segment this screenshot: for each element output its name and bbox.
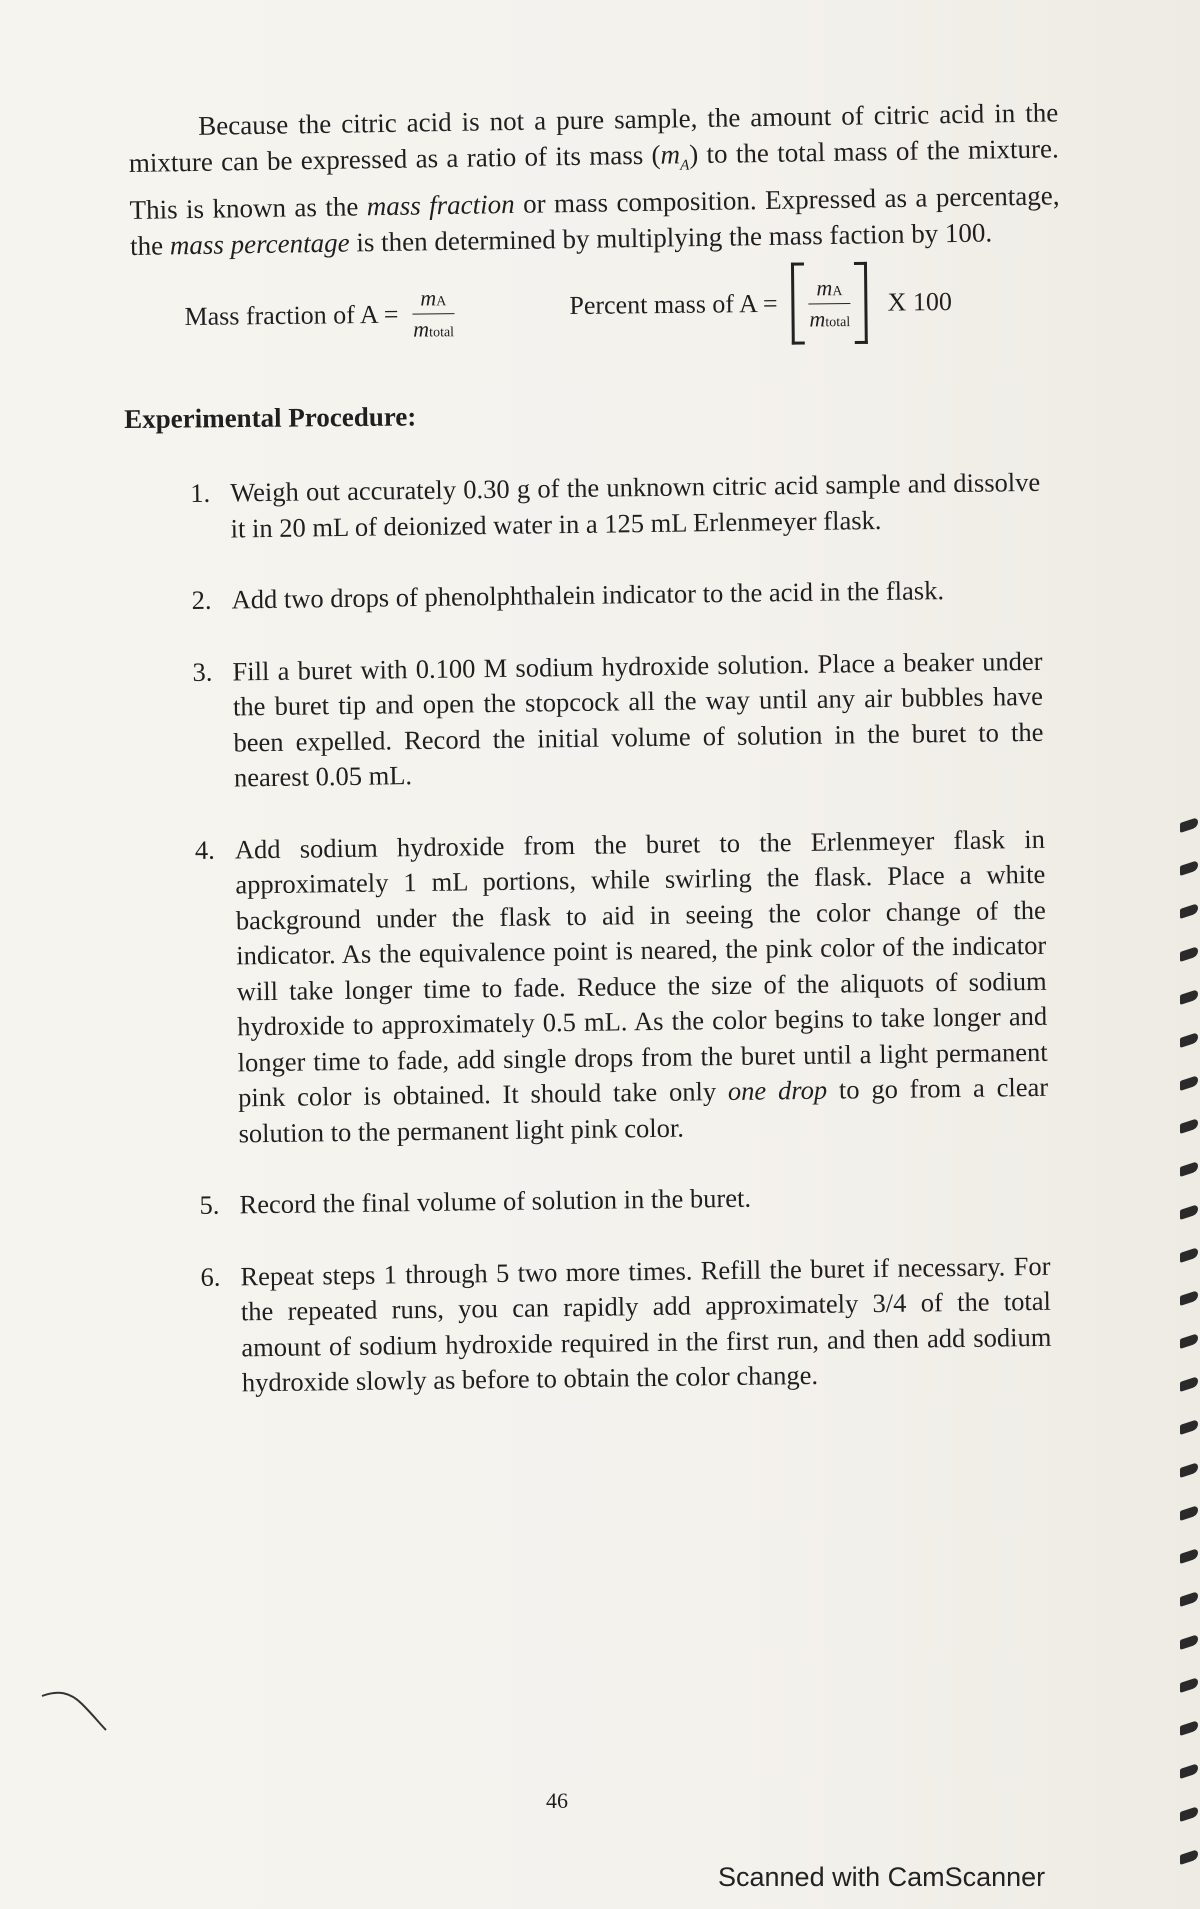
right-bracket-icon (854, 262, 868, 344)
step-number: 3. (192, 656, 213, 687)
mass-fraction-fraction (412, 285, 455, 342)
binding-ring-icon (1180, 1376, 1198, 1392)
binding-ring-icon (1180, 1591, 1198, 1607)
binding-ring-icon (1180, 946, 1198, 962)
step-number: 1. (190, 477, 211, 508)
binding-ring-icon (1180, 1161, 1198, 1177)
numerator-symbol: m (420, 285, 437, 311)
denominator-subscript: total (825, 314, 851, 330)
bracket-group (791, 263, 868, 344)
page-number: 46 (546, 1788, 568, 1813)
binding-ring-icon (1180, 1075, 1198, 1091)
binding-ring-icon (1180, 1763, 1198, 1779)
binding-ring-icon (1180, 1419, 1198, 1435)
formulas-row (184, 261, 1005, 360)
term-mass-fraction: mass fraction (366, 189, 515, 222)
procedure-step (199, 1177, 1049, 1224)
step-text: Record the final volume of solution in the buret. (239, 1182, 752, 1220)
binding-ring-icon (1180, 860, 1198, 876)
scanner-watermark: Scanned with CamScanner (718, 1862, 1046, 1892)
step-emphasis: one drop (727, 1074, 828, 1107)
binding-ring-icon (1180, 1634, 1198, 1650)
term-mass-percentage: mass percentage (169, 227, 350, 261)
binding-ring-icon (1180, 1505, 1198, 1521)
procedure-step (195, 821, 1049, 1152)
left-bracket-icon (791, 263, 805, 345)
denominator-subscript: total (429, 325, 455, 341)
binding-ring-icon (1180, 817, 1198, 833)
binding-ring-icon (1180, 1849, 1198, 1865)
step-text: Weigh out accurately 0.30 g of the unknown citric acid sample and dissolve it in 20 mL of deionized water in a 125 mL Erlenmeyer flask. (230, 466, 1041, 543)
mass-symbol: m (660, 139, 681, 170)
binding-ring-icon (1180, 1720, 1198, 1736)
denominator-symbol: m (809, 305, 826, 331)
procedure-steps (190, 465, 1053, 1438)
step-number: 2. (191, 584, 212, 615)
step-text: Fill a buret with 0.100 M sodium hydroxide solution. Place a beaker under the buret tip and open the stopcock all the way until any air bubbles have been expelled. Record the initial volume of solution in the buret to the nearest 0.05 mL. (232, 645, 1044, 793)
binding-ring-icon (1180, 1548, 1198, 1564)
binding-ring-icon (1180, 1677, 1198, 1693)
intro-text-2: ) to the total mass of the mixture. This is known as the (129, 133, 1059, 226)
binding-ring-icon (1180, 1290, 1198, 1306)
binding-ring-icon (1180, 903, 1198, 919)
numerator-subscript: A (832, 283, 843, 299)
fraction-denominator (809, 304, 850, 332)
percent-mass-fraction (808, 275, 851, 332)
numerator-subscript: A (436, 294, 447, 310)
mass-fraction-label: Mass fraction of A = (184, 299, 399, 331)
binding-ring-icon (1180, 1333, 1198, 1349)
fraction-numerator (412, 285, 454, 314)
percent-mass-label: Percent mass of A = (569, 288, 778, 320)
spiral-binding-icon (1180, 820, 1200, 1909)
percent-mass-formula (569, 262, 952, 346)
binding-ring-icon (1180, 1462, 1198, 1478)
mass-subscript: A (680, 157, 690, 174)
denominator-symbol: m (413, 316, 430, 342)
pen-stroke-icon (40, 1684, 110, 1734)
fraction-numerator (808, 275, 850, 304)
step-text-a: Add sodium hydroxide from the buret to the Erlenmeyer flask in approximately 1 mL portions, while swirling the flask. Place a white background under the flask to aid in seeing the color change of the indicator. As the equivalence point is neared, the pink color of the indicator will take longer time to fade. Reduce the size of the aliquots of sodium hydroxide to approximately 0.5 mL. As the color begins to take longer and longer time to fade, add single drops from the buret until a light permanent pink color is obtained. It should take only (234, 823, 1048, 1113)
step-text: Repeat steps 1 through 5 two more times. Refill the buret if necessary. For the repeated runs, you can rapidly add approximately 3/4 of the total amount of sodium hydroxide required in the first run, and then add sodium hydroxide slowly as before to obtain the color change. (240, 1250, 1052, 1398)
numerator-symbol: m (816, 274, 833, 300)
step-number: 6. (200, 1261, 221, 1292)
step-text-b: to go from a clear solution to the permanent light pink color. (238, 1071, 1049, 1148)
step-number: 5. (199, 1189, 220, 1220)
binding-ring-icon (1180, 989, 1198, 1005)
procedure-step (200, 1248, 1052, 1401)
procedure-step (191, 572, 1041, 619)
binding-ring-icon (1180, 1032, 1198, 1048)
intro-text-3: or mass composition. Expressed as a percentage, the (129, 180, 1060, 262)
step-number: 4. (194, 834, 215, 865)
step-text: Add two drops of phenolphthalein indicator to the acid in the flask. (231, 575, 945, 615)
fraction-denominator (413, 314, 454, 342)
procedure-step (190, 465, 1041, 547)
intro-text-4: is then determined by multiplying the mass faction by 100. (349, 217, 993, 258)
intro-paragraph (128, 94, 1060, 264)
binding-ring-icon (1180, 1118, 1198, 1134)
binding-ring-icon (1180, 1204, 1198, 1220)
binding-ring-icon (1180, 1247, 1198, 1263)
procedure-step (192, 643, 1044, 796)
binding-ring-icon (1180, 1806, 1198, 1822)
percent-multiplier: X 100 (887, 286, 953, 317)
mass-fraction-formula (184, 285, 469, 345)
intro-text-1: Because the citric acid is not a pure sample, the amount of citric acid in the mixture can be expressed as a ratio of its mass ( (128, 97, 1059, 178)
procedure-heading: Experimental Procedure: (124, 401, 417, 434)
